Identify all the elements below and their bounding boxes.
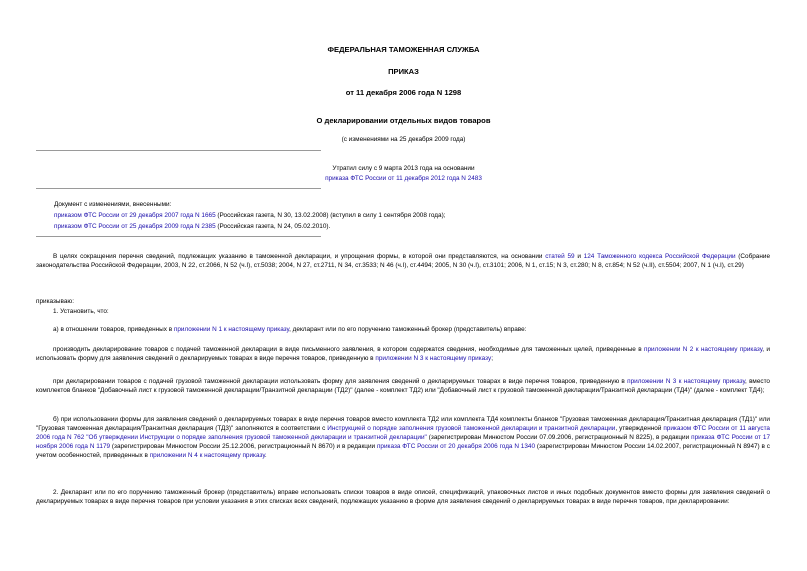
divider — [36, 150, 321, 151]
document-date-number: от 11 декабря 2006 года N 1298 — [345, 88, 462, 97]
expired-notice: Утратил силу с 9 марта 2013 года на основании — [332, 165, 475, 172]
change-item-2: приказом ФТС России от 25 декабря 2009 года N 2385 (Российская газета, N 24, 05.02.2010). — [54, 223, 331, 230]
customs-code-link[interactable]: 124 Таможенного кодекса Российской Федерации — [583, 253, 736, 260]
agency-name: ФЕДЕРАЛЬНАЯ ТАМОЖЕННАЯ СЛУЖБА — [327, 45, 480, 54]
clause-1: 1. Установить, что: — [53, 308, 109, 315]
change-link-2[interactable]: приказом ФТС России от 25 декабря 2009 года N 2385 — [54, 223, 216, 230]
order-1179-link[interactable]: приказа ФТС России от 17 ноября 2006 года N 1179 — [36, 434, 771, 450]
divider — [36, 188, 321, 189]
change-item-1: приказом ФТС России от 29 декабря 2007 года N 1665 (Российская газета, N 30, 13.02.2008) (вступил в силу 1 сентября 2008 года); — [54, 212, 446, 219]
declaration-paragraph-2: при декларировании товаров с подачей грузовой таможенной декларации использовать форму для заявления сведений о декларируемых товарах в виде перечня товаров, приведенную в приложении N 3 к настоящему приказу, вместо комплектов бланков "Добавочный лист к грузовой таможенной декларации/Транзитной декларации (ТД2)" (далее - комплект ТД2) или "Добавочный лист к грузовой таможенной декларации/Транзитной декларации (ТД4)" (далее - комплект ТД4); — [36, 378, 770, 394]
appendix-3-link[interactable]: приложении N 3 к настоящему приказу — [627, 378, 746, 385]
appendix-2-link[interactable]: приложении N 2 к настоящему приказу — [644, 346, 763, 353]
clause-2: 2. Декларант или по его поручению таможенный брокер (представитель) вправе использовать списки товаров в виде описей, спецификаций, упаковочных листов и иных подобных документов вместо формы для заявления сведений о декларируемых товарах в виде перечня товаров при условии указания в этих списках всех сведений, подлежащих указанию в форме для заявления сведений о декларируемых товарах в виде перечня товаров, при декларировании: — [36, 489, 770, 505]
clause-a: а) в отношении товаров, приведенных в приложении N 1 к настоящему приказу, декларант или по его поручению таможенный брокер (представитель) вправе: — [53, 326, 527, 333]
order-word: приказываю: — [36, 298, 74, 305]
order-1340-link[interactable]: приказа ФТС России от 20 декабря 2006 года N 1340 — [376, 443, 536, 450]
divider — [36, 236, 321, 237]
instruction-link[interactable]: Инструкцией о порядке заполнения грузовой таможенной декларации и транзитной декларации — [327, 425, 616, 432]
document-title: О декларировании отдельных видов товаров — [316, 116, 491, 125]
change-link-1[interactable]: приказом ФТС России от 29 декабря 2007 года N 1665 — [54, 212, 216, 219]
appendix-3-link[interactable]: приложении N 3 к настоящему приказу — [375, 355, 492, 362]
order-762-link[interactable]: приказом ФТС России от 11 августа 2006 года N 762 "Об утверждении Инструкции о порядке заполнения грузовой таможенной декларации и транзитной декларации" — [36, 425, 770, 441]
appendix-1-link[interactable]: приложении N 1 к настоящему приказу — [173, 326, 290, 333]
clause-b: б) при использовании формы для заявления сведений о декларируемых товарах в виде перечня товаров вместо комплекта ТД2 или комплекта ТД4 комплекты бланков "Грузовая таможенная декларация/Транзитная декларация (ТД1)" или "Грузовая таможенная декларация/Транзитная декларация (ТД3)" заполняются в соответствии с Инструкцией о порядке заполнения грузовой таможенной декларации и транзитной декларации, утвержденной приказом ФТС России от 11 августа 2006 года N 762 "Об утверждении Инструкции о порядке заполнения грузовой таможенной декларации и транзитной декларации" (зарегистрирован Минюстом России 07.09.2006, регистрационный N 8225), в редакции приказа ФТС России от 17 ноября 2006 года N 1179 (зарегистрирован Минюстом России 25.12.2006, регистрационный N 8670) и в редакции приказа ФТС России от 20 декабря 2006 года N 1340 (зарегистрирован Минюстом России 14.02.2007, регистрационный N 8947) в с учетом особенностей, приведенных в приложении N 4 к настоящему приказу. — [36, 416, 771, 459]
declaration-paragraph-1: производить декларирование товаров с подачей таможенной декларации в виде письменного заявления, в котором содержатся сведения, необходимые для таможенных целей, приведенные в приложении N 2 к настоящему приказу, и использовать форму для заявления сведений о декларируемых товарах в виде перечня товаров, приведенную в приложении N 3 к настоящему приказу; — [36, 346, 770, 362]
article-59-link[interactable]: статей 59 — [545, 253, 575, 260]
appendix-4-link[interactable]: приложении N 4 к настоящему приказу — [149, 452, 265, 459]
expired-order-link[interactable]: приказа ФТС России от 11 декабря 2012 года N 2483 — [325, 175, 482, 182]
changes-heading: Документ с изменениями, внесенными: — [54, 201, 172, 208]
document-type: ПРИКАЗ — [388, 67, 419, 76]
amended-note: (с изменениями на 25 декабря 2009 года) — [341, 136, 466, 143]
preamble-paragraph: В целях сокращения перечня сведений, подлежащих указанию в таможенной декларации, и упрощения формы, в которой они представляются, на основании статей 59 и 124 Таможенного кодекса Российской Федерации (Собрание законодательства Российской Федерации, 2003, N 22, ст.2066, N 52 (ч.I), ст.5038; 2004, N 27, ст.2711, N 34, ст.3533; N 46 (ч.I), ст.4494; 2005, N 30 (ч.I), ст.3101; 2006, N 1, ст.15; N 3, ст.280; N 8, ст.854; N 52 (ч.II), ст.5504; 2007, N 1 (ч.I), ст.29) — [36, 253, 770, 269]
